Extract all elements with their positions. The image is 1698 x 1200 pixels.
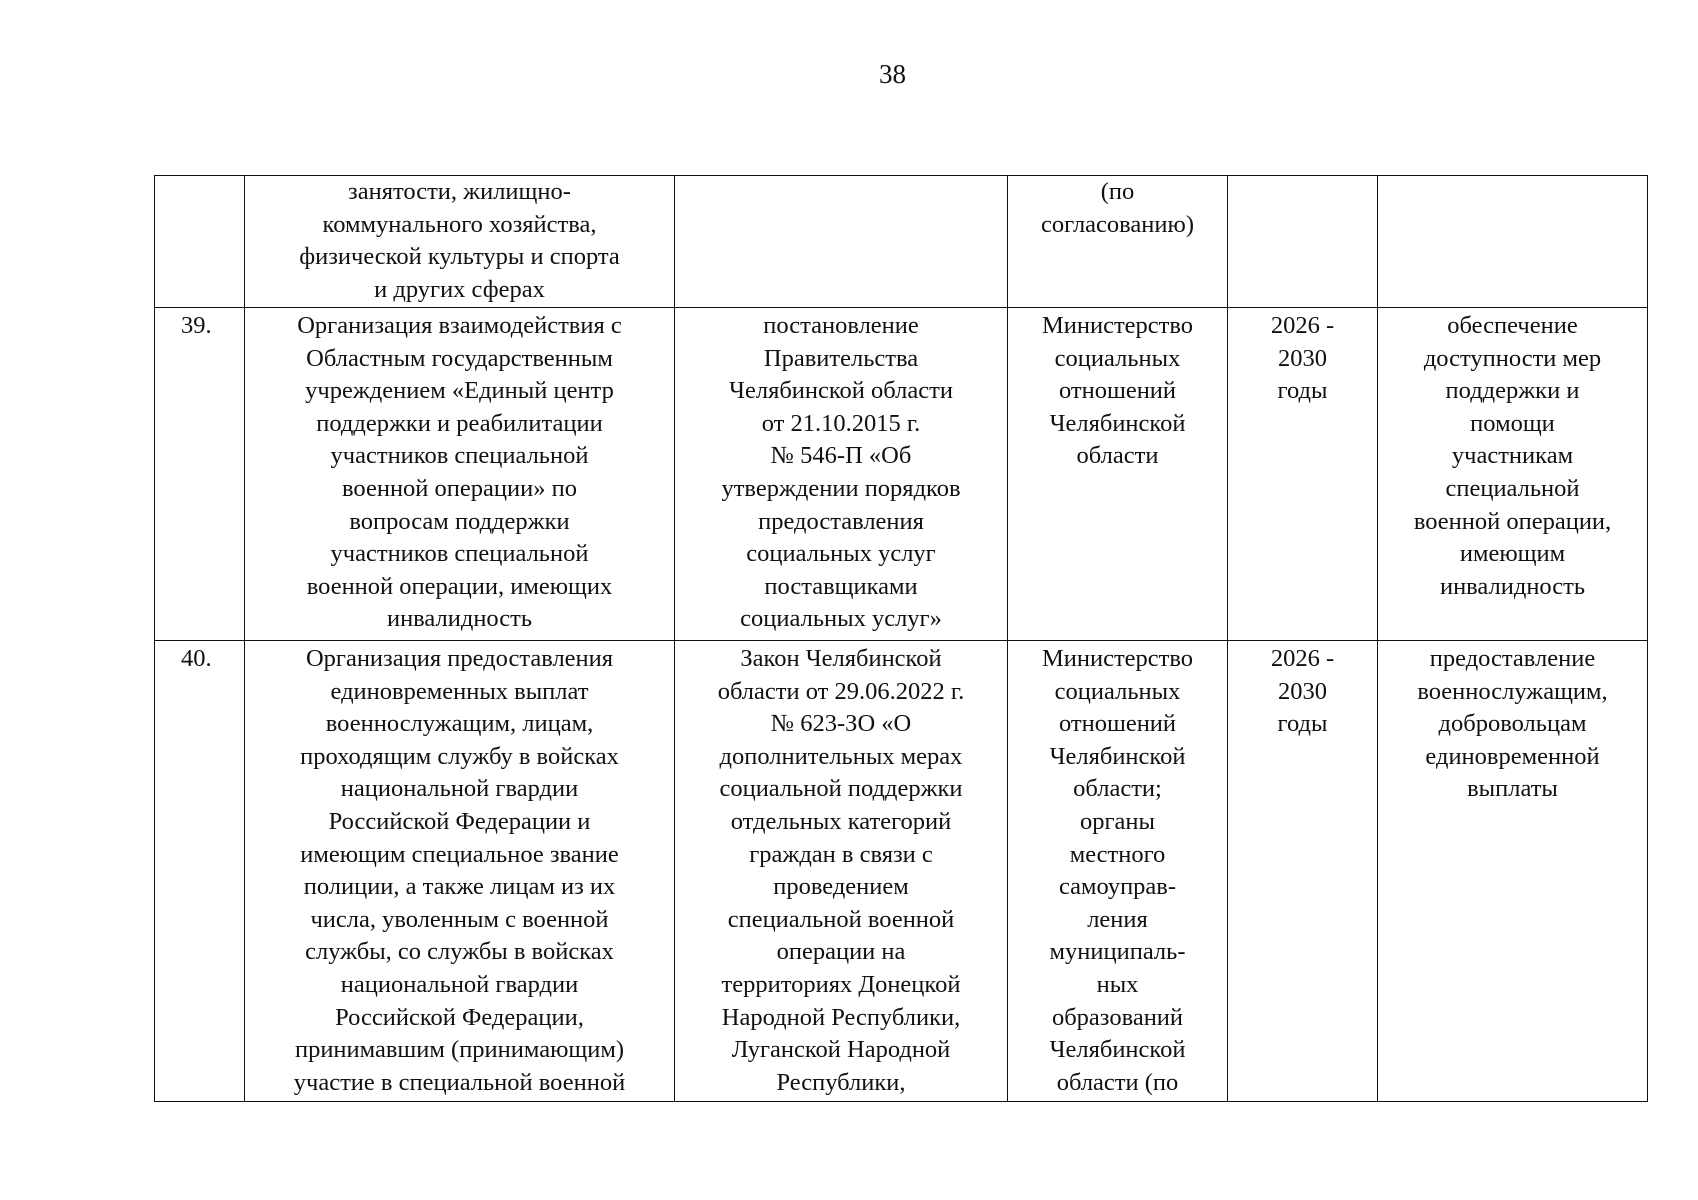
document-cell: Закон Челябинской области от 29.06.2022 г. № 623-ЗО «О дополнительных мерах социальной поддержки отдельных категорий граждан в связи с проведением специальной военной операции на территориях Донецкой Народной Республики, Луганской Народной Республики, [675,641,1008,1102]
document-cell: постановление Правительства Челябинской области от 21.10.2015 г. № 546-П «Об утверждении порядков предоставления социальных услуг поставщиками социальных услуг» [675,308,1008,641]
table-row [155,641,1648,1102]
period-cell: 2026 - 2030 годы [1228,641,1378,1102]
page-number: 38 [879,59,906,89]
row-number-cell: 39. [155,308,245,641]
row-number-cell [155,176,245,308]
result-cell: обеспечение доступности мер поддержки и помощи участникам специальной военной операции, имеющим инвалидность [1378,308,1648,641]
result-cell: предоставление военнослужащим, добровольцам единовременной выплаты [1378,641,1648,1102]
row-number-cell: 40. [155,641,245,1102]
document-cell [675,176,1008,308]
period-cell: 2026 - 2030 годы [1228,308,1378,641]
period-cell [1228,176,1378,308]
action-cell: Организация предоставления единовременных выплат военнослужащим, лицам, проходящим службу в войсках национальной гвардии Российской Федерации и имеющим специальное звание полиции, а также лицам из их числа, уволенным с военной службы, со службы в войсках национальной гвардии Российской Федерации, принимавшим (принимающим) участие в специальной военной [245,641,675,1102]
table-row [155,176,1648,308]
executor-cell: Министерство социальных отношений Челябинской области; органы местного самоуправ- ления муниципаль- ных образований Челябинской области (по [1008,641,1228,1102]
action-cell: занятости, жилищно- коммунального хозяйства, физической культуры и спорта и других сферах [245,176,675,308]
table-row [155,308,1648,641]
measures-table [154,175,1648,1102]
result-cell [1378,176,1648,308]
executor-cell: Министерство социальных отношений Челябинской области [1008,308,1228,641]
action-cell: Организация взаимодействия с Областным государственным учреждением «Единый центр поддержки и реабилитации участников специальной военной операции» по вопросам поддержки участников специальной военной операции, имеющих инвалидность [245,308,675,641]
executor-cell: (по согласованию) [1008,176,1228,308]
